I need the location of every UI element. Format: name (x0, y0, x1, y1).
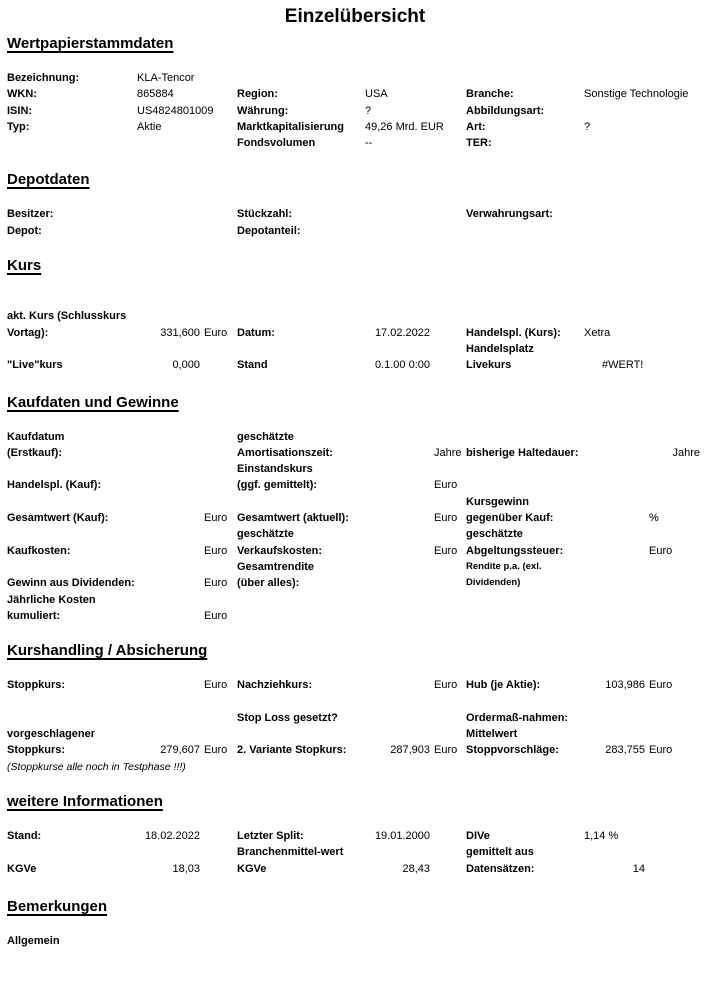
section-rows (7, 677, 703, 775)
table-row (7, 861, 703, 877)
table-row (7, 559, 703, 575)
field-label: (Erstkauf): (7, 446, 63, 459)
unit-label: Euro (434, 512, 458, 525)
field-label: "Live"kurs (7, 359, 63, 372)
table-row (7, 429, 703, 445)
field-label: Nachziehkurs: (237, 679, 313, 692)
field-label: Handelspl. (Kurs): (466, 326, 561, 339)
unit-label: Euro (434, 744, 458, 757)
table-row (7, 726, 703, 742)
field-label: Art: (466, 120, 486, 133)
unit-label: Euro (649, 744, 673, 757)
field-value: 17.02.2022 (374, 326, 430, 339)
field-label: Branche: (466, 88, 514, 101)
field-label: Einstandskurs (237, 463, 313, 476)
field-label: akt. Kurs (Schlusskurs (7, 310, 127, 323)
table-row (7, 759, 703, 775)
table-row (7, 341, 703, 357)
field-label: geschätzte (237, 528, 294, 541)
field-value: 0,000 (172, 359, 200, 372)
table-row (7, 828, 703, 844)
table-row (7, 592, 703, 608)
field-label: Letzter Split: (237, 829, 304, 842)
section-kurs (7, 256, 703, 373)
field-label: gemittelt aus (466, 846, 534, 859)
section-rows (7, 292, 703, 373)
field-label: KGVe (237, 862, 267, 875)
table-row (7, 575, 703, 591)
section-heading: Kurs (7, 257, 42, 275)
field-value: 18,03 (172, 862, 200, 875)
field-label: Gewinn aus Dividenden: (7, 577, 135, 590)
unit-label: Euro (204, 609, 228, 622)
field-value: 18.02.2022 (144, 829, 200, 842)
field-label: Kaufkosten: (7, 544, 71, 557)
table-row (7, 357, 703, 373)
field-label: Typ: (7, 120, 30, 133)
field-label: kumuliert: (7, 609, 61, 622)
field-value: 865884 (137, 88, 174, 101)
field-label: gegenüber Kauf: (466, 512, 554, 525)
field-value: USA (365, 88, 388, 101)
field-label: Bezeichnung: (7, 72, 80, 84)
field-label: ISIN: (7, 104, 33, 117)
section-rows (7, 933, 703, 949)
table-row (7, 510, 703, 526)
table-row (7, 693, 703, 709)
section-weitere-informationen (7, 792, 703, 877)
unit-label: Euro (204, 744, 228, 757)
section-heading: Depotdaten (7, 171, 90, 189)
field-value: KLA-Tencor (137, 72, 195, 84)
field-label: vorgeschlagener (7, 728, 96, 741)
field-label: Depotanteil: (237, 224, 301, 237)
field-label: Besitzer: (7, 208, 54, 221)
field-value: 0.1.00 0:00 (374, 359, 430, 372)
unit-label: Euro (204, 679, 228, 692)
field-label: bisherige Haltedauer: (466, 446, 579, 459)
unit-label: Jahre (434, 446, 462, 459)
section-heading: Kaufdaten und Gewinne (7, 393, 179, 411)
section-rows (7, 429, 703, 625)
field-label: Vortag): (7, 326, 49, 339)
field-label: Jährliche Kosten (7, 593, 96, 606)
unit-label: Euro (204, 577, 228, 590)
report-page (0, 4, 706, 1002)
section-heading: Wertpapierstammdaten (7, 35, 174, 52)
table-row (7, 119, 703, 135)
field-label: Stop Loss gesetzt? (237, 711, 338, 724)
field-label: Stoppvorschläge: (466, 744, 559, 757)
field-label: Verwahrungsart: (466, 208, 553, 221)
unit-label: Euro (204, 512, 228, 525)
field-value: 331,600 (160, 326, 200, 339)
field-value: Sonstige Technologie (584, 88, 689, 101)
field-label: Kursgewinn (466, 495, 529, 508)
field-value: Aktie (137, 120, 162, 133)
field-value: 14 (632, 862, 645, 875)
field-label: Stoppkurs: (7, 744, 66, 757)
field-label: Stand (237, 359, 268, 372)
section-rows (7, 206, 703, 239)
report-sections (7, 34, 703, 949)
table-row (7, 308, 703, 324)
unit-label: % (649, 512, 659, 525)
table-row (7, 933, 703, 949)
field-label: Handelspl. (Kauf): (7, 479, 102, 492)
table-row (7, 742, 703, 758)
unit-label: Euro (649, 679, 673, 692)
field-label: TER: (466, 137, 492, 150)
table-row (7, 710, 703, 726)
table-row (7, 103, 703, 119)
field-label: Abbildungsart: (466, 104, 545, 117)
field-label: Dividenden) (466, 577, 521, 589)
field-label: Stoppkurs: (7, 679, 66, 692)
table-row (7, 461, 703, 477)
field-label: Allgemein (7, 934, 60, 947)
section-depotdaten (7, 170, 703, 239)
field-label: Handelsplatz (466, 342, 534, 355)
page-title: Einzelübersicht (284, 6, 426, 27)
field-label: Abgeltungssteuer: (466, 544, 564, 557)
unit-label: Euro (204, 544, 228, 557)
field-label: Kaufdatum (7, 430, 65, 443)
table-row (7, 86, 703, 102)
note-text: (Stoppkurse alle noch in Testphase !!!) (7, 760, 186, 773)
field-label: geschätzte (466, 528, 523, 541)
field-value: 1,14 % (584, 829, 619, 842)
section-rows (7, 828, 703, 877)
field-label: WKN: (7, 88, 37, 101)
section-heading: Bemerkungen (7, 897, 108, 915)
section-rows (7, 70, 703, 151)
field-label: Ordermaß-nahmen: (466, 711, 569, 724)
field-label: (ggf. gemittelt): (237, 479, 318, 492)
field-value: 49,26 Mrd. EUR (365, 120, 444, 133)
table-row (7, 844, 703, 860)
field-label: Amortisationszeit: (237, 446, 333, 459)
field-value: 103,986 (605, 679, 645, 692)
table-row (7, 608, 703, 624)
table-row (7, 494, 703, 510)
table-row (7, 445, 703, 461)
field-label: Branchenmittel-wert (237, 846, 344, 859)
field-label: (über alles): (237, 577, 300, 590)
field-label: Mittelwert (466, 728, 518, 741)
unit-label: Euro (434, 544, 458, 557)
table-row (7, 543, 703, 559)
field-label: Livekurs (466, 359, 512, 372)
field-label: Datensätzen: (466, 862, 535, 875)
section-kaufdaten-und-gewinne (7, 393, 703, 625)
field-label: Hub (je Aktie): (466, 679, 541, 692)
field-value: 283,755 (605, 744, 645, 757)
field-value: ? (365, 104, 372, 117)
table-row (7, 70, 703, 86)
field-label: Gesamtwert (aktuell): (237, 512, 349, 525)
unit-label: Euro (649, 544, 673, 557)
table-row (7, 477, 703, 493)
table-row (7, 223, 703, 239)
field-label: Stand: (7, 829, 42, 842)
table-row (7, 677, 703, 693)
table-row (7, 325, 703, 341)
section-wertpapierstammdaten (7, 34, 703, 151)
unit-label: Euro (204, 326, 228, 339)
field-label: Gesamtwert (Kauf): (7, 512, 109, 525)
field-label: Rendite p.a. (exl. (466, 560, 542, 572)
field-label: Währung: (237, 104, 289, 117)
section-heading: weitere Informationen (7, 792, 163, 810)
field-label: Stückzahl: (237, 208, 293, 221)
unit-label: Euro (434, 479, 458, 492)
field-label: Datum: (237, 326, 275, 339)
section-bemerkungen (7, 897, 703, 949)
unit-label: Jahre (672, 446, 700, 459)
field-label: Depot: (7, 224, 42, 237)
field-label: Region: (237, 88, 278, 101)
table-row (7, 206, 703, 222)
field-label: DIVe (466, 829, 490, 842)
section-kurshandling-absicherung (7, 641, 703, 775)
field-label: 2. Variante Stopkurs: (237, 744, 347, 757)
field-value: 28,43 (402, 862, 430, 875)
field-value: Xetra (584, 326, 611, 339)
field-value: 287,903 (390, 744, 430, 757)
field-value: 19.01.2000 (374, 829, 430, 842)
field-label: Verkaufskosten: (237, 544, 322, 557)
field-label: Gesamtrendite (237, 560, 315, 573)
table-row (7, 135, 703, 151)
field-value: US4824801009 (137, 104, 214, 117)
field-value: -- (365, 137, 373, 150)
error-value: #WERT! (602, 359, 644, 372)
table-row (7, 526, 703, 542)
field-label: KGVe (7, 862, 37, 875)
field-label: Marktkapitalisierung (237, 120, 344, 133)
table-row (7, 292, 703, 308)
field-value: 279,607 (160, 744, 200, 757)
field-value: ? (584, 120, 591, 133)
field-label: geschätzte (237, 430, 294, 443)
section-heading: Kurshandling / Absicherung (7, 642, 208, 660)
field-label: Fondsvolumen (237, 137, 316, 150)
unit-label: Euro (434, 679, 458, 692)
